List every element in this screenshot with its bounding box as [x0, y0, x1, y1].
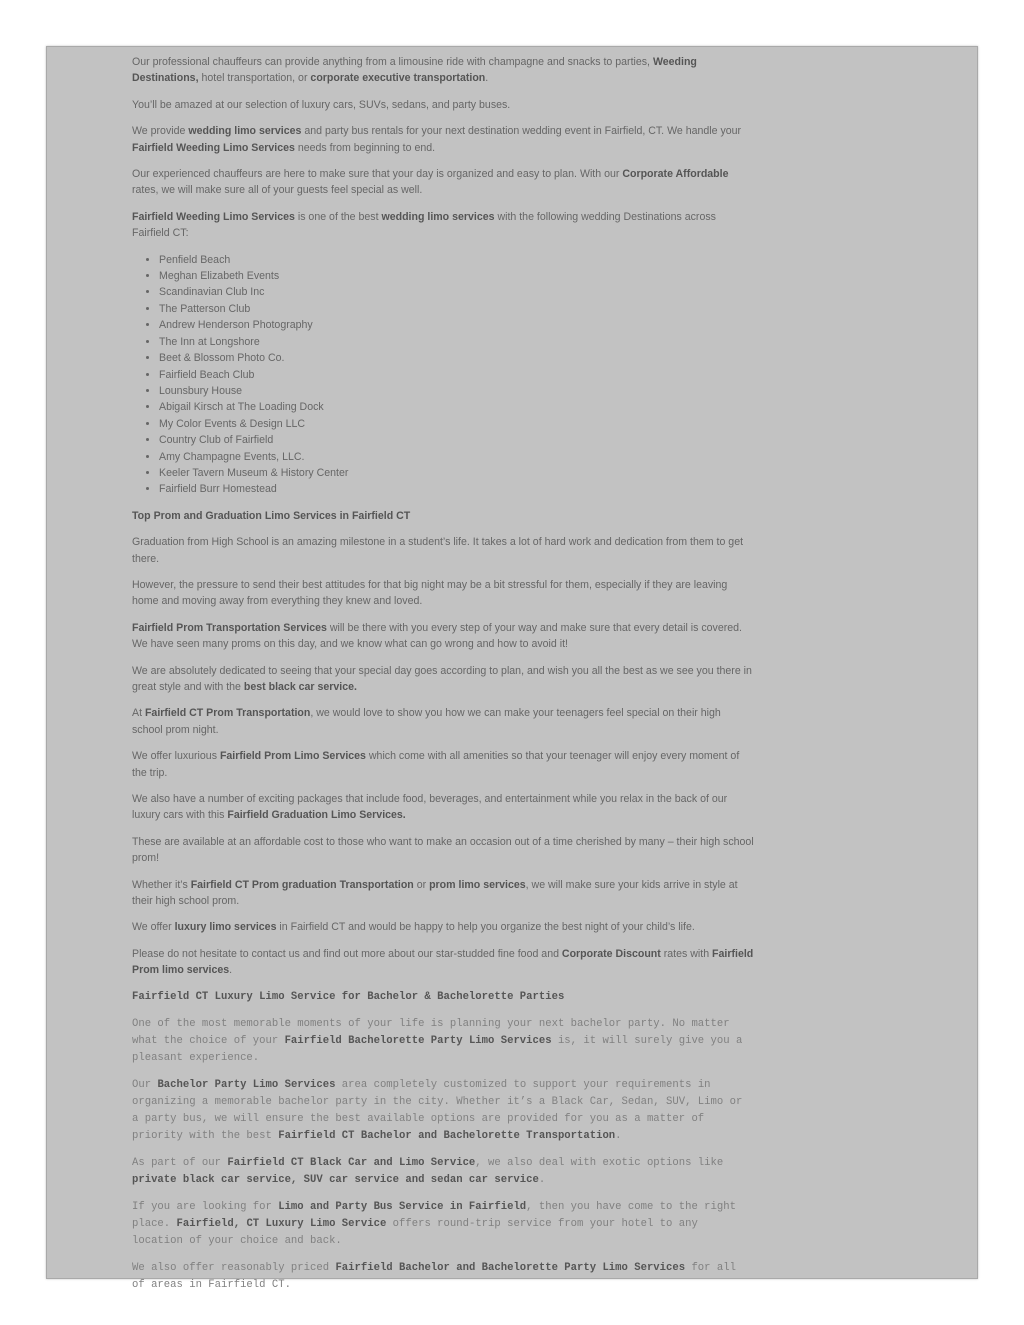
list-item: • The Inn at Longshore [159, 334, 754, 350]
list-item: • Fairfield Beach Club [159, 367, 754, 383]
list-item: • Penfield Beach [159, 252, 754, 268]
list-item: • Country Club of Fairfield [159, 432, 754, 448]
prom-transportation-paragraph: Fairfield Prom Transportation Services will be there with you every step of your way and make sure that every detail is covered. We have seen many proms on this day, and we know what can go wrong and how to avoid it! [132, 621, 742, 651]
list-item: • Andrew Henderson Photography [159, 317, 754, 333]
pressure-paragraph: However, the pressure to send their best attitudes for that big night may be a bit stressful for them, especially if they are leaving home and moving away from everything they knew and loved. [132, 578, 728, 608]
wedding-venues-list [132, 252, 754, 498]
prom-night-paragraph: At Fairfield CT Prom Transportation, we would love to show you how we can make your teenagers feel special on their high school prom night. [132, 707, 721, 736]
document-page [46, 46, 978, 1291]
black-car-paragraph: As part of our Fairfield CT Black Car and Limo Service, we also deal with exotic options like private black car service, SUV car service and sedan car service. [132, 1156, 724, 1186]
contact-paragraph: Please do not hesitate to contact us and find out more about our star-studded fine food and Corporate Discount rates with Fairfield Prom limo services. [132, 947, 754, 977]
list-item: • My Color Events & Design LLC [159, 416, 754, 432]
list-item: • Keeler Tavern Museum & History Center [159, 465, 754, 481]
dedicated-paragraph: We are absolutely dedicated to seeing that your special day goes according to plan, and wish you all the best as we see you there in great style and with the best black car service. [132, 664, 752, 693]
list-item: • Meghan Elizabeth Events [159, 268, 754, 284]
luxurious-paragraph: We offer luxurious Fairfield Prom Limo Services which come with all amenities so that your teenager will enjoy every moment of the trip. [132, 750, 740, 779]
list-item: • Amy Champagne Events, LLC. [159, 449, 754, 465]
selection-paragraph: You’ll be amazed at our selection of luxury cars, SUVs, sedans, and party buses. [132, 98, 511, 111]
pricing-paragraph: We also offer reasonably priced Fairfield Bachelor and Bachelorette Party Limo Services for all of areas in Fairfield CT. [132, 1261, 736, 1291]
article-body [132, 54, 754, 1304]
prom-section-heading: Top Prom and Graduation Limo Services in Fairfield CT [132, 509, 411, 522]
list-item: • Fairfield Burr Homestead [159, 481, 754, 497]
list-item: • Scandinavian Club Inc [159, 284, 754, 300]
chauffeurs-paragraph: Our experienced chauffeurs are here to make sure that your day is organized and easy to plan. With our Corporate Affordable rates, we will make sure all of your guests feel special as well. [132, 168, 729, 197]
party-bus-paragraph: If you are looking for Limo and Party Bus Service in Fairfield, then you have come to the right place. Fairfield, CT Luxury Limo Service offers round-trip service from your hotel to any location of your choice and back. [132, 1200, 736, 1247]
list-item: • Beet & Blossom Photo Co. [159, 350, 754, 366]
packages-paragraph: We also have a number of exciting packages that include food, beverages, and entertainment while you relax in the back of our luxury cars with this Fairfield Graduation Limo Services. [132, 793, 728, 822]
list-item: • Abigail Kirsch at The Loading Dock [159, 399, 754, 415]
intro-paragraph: Our professional chauffeurs can provide anything from a limousine ride with champagne and snacks to parties, Weeding Destinations, hotel transportation, or corporate executive transportation. [132, 56, 697, 85]
list-item: • Lounsbury House [159, 383, 754, 399]
bachelor-services-paragraph: Our Bachelor Party Limo Services area completely customized to support your requirements in organizing a memorable bachelor party in the city. Whether it’s a Black Car, Sedan, SUV, Limo or a party bus, we will ensure the best available options are provided for you as a matter of priority with the best Fairfield CT Bachelor and Bachelorette Transportation. [132, 1078, 743, 1142]
destinations-intro: Fairfield Weeding Limo Services is one of the best wedding limo services with the following wedding Destinations across Fairfield CT: [132, 210, 716, 240]
list-item: • The Patterson Club [159, 301, 754, 317]
graduation-paragraph: Graduation from High School is an amazing milestone in a student’s life. It takes a lot of hard work and dedication from them to get there. [132, 536, 744, 565]
bachelor-section-heading: Fairfield CT Luxury Limo Service for Bachelor & Bachelorette Parties [132, 990, 565, 1003]
graduation-transport-paragraph: Whether it’s Fairfield CT Prom graduation Transportation or prom limo services, we will make sure your kids arrive in style at their high school prom. [132, 878, 738, 908]
wedding-services-paragraph: We provide wedding limo services and party bus rentals for your next destination wedding event in Fairfield, CT. We handle your Fairfield Weeding Limo Services needs from beginning to end. [132, 125, 742, 154]
affordable-paragraph: These are available at an affordable cost to those who want to make an occasion out of a time cherished by many – their high school prom! [132, 835, 754, 865]
luxury-limo-paragraph: We offer luxury limo services in Fairfield CT and would be happy to help you organize the best night of your child’s life. [132, 921, 695, 934]
bachelor-intro-paragraph: One of the most memorable moments of your life is planning your next bachelor party. No matter what the choice of your Fairfield Bachelorette Party Limo Services is, it will surely give you a pleasant experience. [132, 1017, 743, 1064]
